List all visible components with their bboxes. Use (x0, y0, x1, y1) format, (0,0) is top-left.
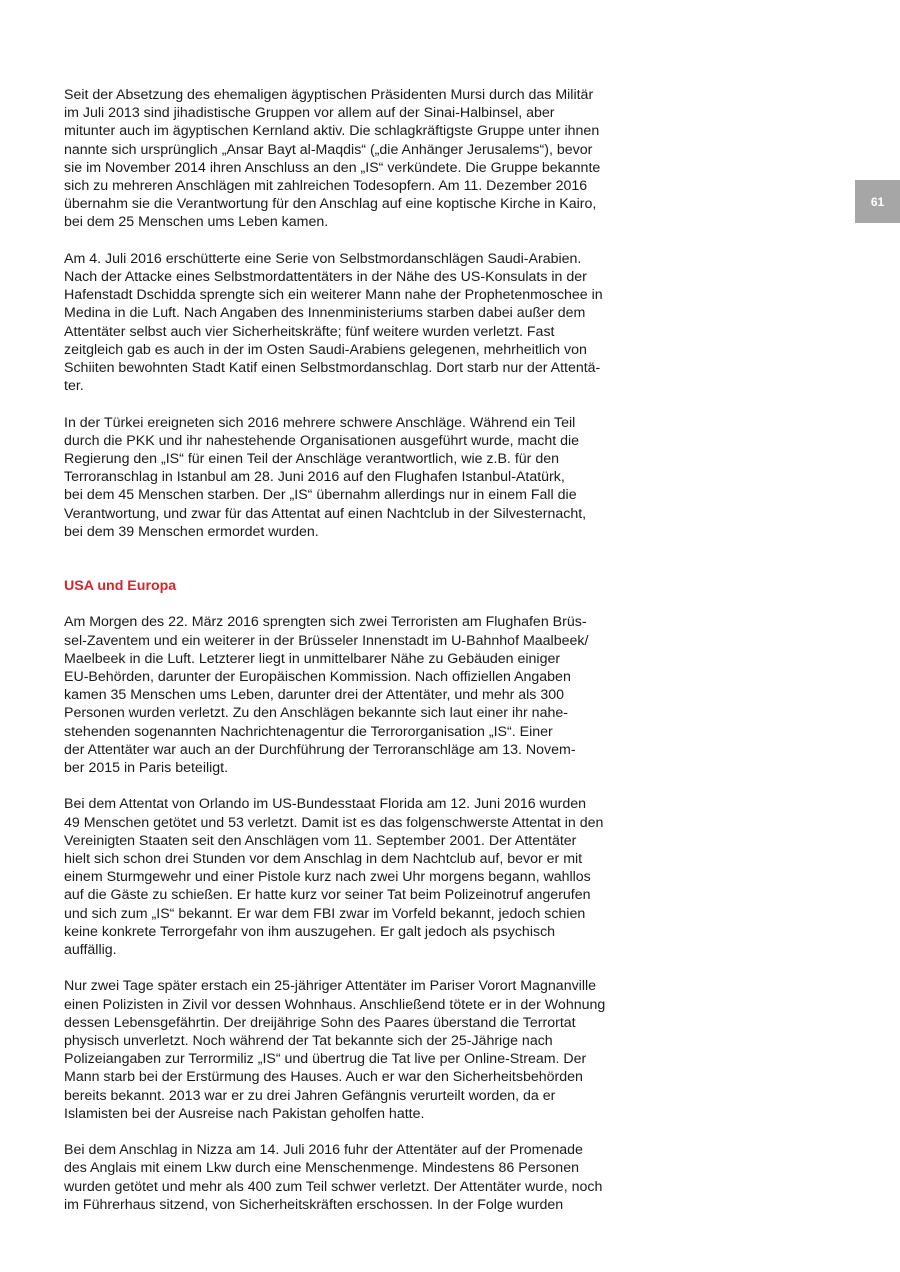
text-line: auffällig. (64, 942, 117, 959)
text-line: ter. (64, 378, 84, 395)
text-line: bei dem 25 Menschen ums Leben kamen. (64, 214, 329, 231)
text-line: Medina in die Luft. Nach Angaben des Innenministeriums starben dabei außer dem (64, 305, 586, 322)
text-line: einen Polizisten in Zivil vor dessen Wohnhaus. Anschließend tötete er in der Wohnung (64, 996, 606, 1013)
text-line: In der Türkei ereigneten sich 2016 mehrere schwere Anschläge. Während ein Teil (64, 414, 576, 431)
paragraph (64, 795, 624, 959)
text-line: Islamisten bei der Ausreise nach Pakistan geholfen hatte. (64, 1105, 425, 1122)
text-line: des Anglais mit einem Lkw durch eine Menschenmenge. Mindestens 86 Personen (64, 1160, 579, 1177)
text-line: sie im November 2014 ihren Anschluss an den „IS“ verkündete. Die Gruppe bekannte (64, 159, 601, 176)
text-line: Nur zwei Tage später erstach ein 25-jähriger Attentäter im Pariser Vorort Magnanville (64, 978, 597, 995)
text-line: Schiiten bewohnten Stadt Katif einen Selbstmordanschlag. Dort starb nur der Attentä- (64, 360, 601, 377)
text-line: Mann starb bei der Erstürmung des Hauses. Auch er war den Sicherheitsbehörden (64, 1069, 583, 1086)
text-line: bereits bekannt. 2013 war er zu drei Jahren Gefängnis verurteilt worden, da er (64, 1087, 556, 1104)
paragraph (64, 1141, 624, 1214)
text-line: Terroranschlag in Istanbul am 28. Juni 2016 auf den Flughafen Istanbul-Atatürk, (64, 469, 565, 486)
text-line: Regierung den „IS“ für einen Teil der Anschläge verantwortlich, wie z.B. für den (64, 451, 559, 468)
text-line: zeitgleich gab es auch in der im Osten Saudi-Arabiens gelegenen, mehrheitlich von (64, 341, 587, 358)
text-line: ber 2015 in Paris beteiligt. (64, 760, 229, 777)
text-line: kamen 35 Menschen ums Leben, darunter drei der Attentäter, und mehr als 300 (64, 687, 565, 704)
text-line: EU-Behörden, darunter der Europäischen Kommission. Nach offiziellen Angaben (64, 669, 571, 686)
text-line: Hafenstadt Dschidda sprengte sich ein weiterer Mann nahe der Prophetenmoschee in (64, 287, 603, 304)
paragraph (64, 613, 624, 777)
text-line: im Juli 2013 sind jihadistische Gruppen vor allem auf der Sinai-Halbinsel, aber (64, 105, 555, 122)
text-line: mitunter auch im ägyptischen Kernland aktiv. Die schlagkräftigste Gruppe unter ihnen (64, 123, 600, 140)
text-line: und sich zum „IS“ bekannt. Er war dem FBI zwar im Vorfeld bekannt, jedoch schien (64, 905, 586, 922)
text-line: sich zu mehreren Anschlägen mit zahlreichen Todesopfern. Am 11. Dezember 2016 (64, 178, 588, 195)
section-middle-east (64, 86, 624, 541)
text-line: bei dem 39 Menschen ermordet wurden. (64, 523, 319, 540)
text-line: 49 Menschen getötet und 53 verletzt. Damit ist es das folgenschwerste Attentat in den (64, 814, 604, 831)
page-number: 61 (870, 194, 885, 209)
text-line: Verantwortung, und zwar für das Attentat auf einen Nachtclub in der Silvesternacht, (64, 505, 587, 522)
text-line: Bei dem Anschlag in Nizza am 14. Juli 2016 fuhr der Attentäter auf der Promenade (64, 1142, 583, 1159)
text-line: nannte sich ursprünglich „Ansar Bayt al-Maqdis“ („die Anhänger Jerusalems“), bevor (64, 141, 593, 158)
text-line: übernahm sie die Verantwortung für den Anschlag auf eine koptische Kirche in Kairo, (64, 196, 597, 213)
text-line: Polizeiangaben zur Terrormiliz „IS“ und übertrug die Tat live per Online-Stream. Der (64, 1051, 587, 1068)
text-line: wurden getötet und mehr als 400 zum Teil schwer verletzt. Der Attentäter wurde, noch (64, 1178, 603, 1195)
text-line: Maelbeek in die Luft. Letzterer liegt in unmittelbarer Nähe zu Gebäuden einiger (64, 650, 561, 667)
text-line: Am 4. Juli 2016 erschütterte eine Serie von Selbstmordanschlägen Saudi-Arabien. (64, 250, 582, 267)
text-line: Personen wurden verletzt. Zu den Anschlägen bekannte sich laut einer ihr nahe- (64, 705, 568, 722)
text-line: physisch unverletzt. Noch während der Tat bekannte sich der 25-Jährige nach (64, 1033, 553, 1050)
page-number-tab (855, 180, 900, 223)
text-line: Am Morgen des 22. März 2016 sprengten sich zwei Terroristen am Flughafen Brüs- (64, 614, 587, 631)
text-line: Seit der Absetzung des ehemaligen ägyptischen Präsidenten Mursi durch das Militär (64, 87, 594, 103)
paragraph (64, 414, 624, 541)
text-line: Nach der Attacke eines Selbstmordattentäters in der Nähe des US-Konsulats in der (64, 269, 587, 286)
text-line: durch die PKK und ihr nahestehende Organisationen ausgeführt wurde, macht die (64, 432, 580, 449)
article-body (64, 86, 624, 1232)
paragraph (64, 86, 624, 232)
paragraph (64, 977, 624, 1123)
text-line: sel-Zaventem und ein weiterer in der Brüsseler Innenstadt im U-Bahnhof Maalbeek/ (64, 632, 589, 649)
text-line: Vereinigten Staaten seit den Anschlägen vom 11. September 2001. Der Attentäter (64, 832, 577, 849)
text-line: auf die Gäste zu schießen. Er hatte kurz vor seiner Tat beim Polizeinotruf angerufen (64, 887, 591, 904)
text-line: Bei dem Attentat von Orlando im US-Bundesstaat Florida am 12. Juni 2016 wurden (64, 796, 587, 813)
text-line: bei dem 45 Menschen starben. Der „IS“ übernahm allerdings nur in einem Fall die (64, 487, 577, 504)
section-heading: USA und Europa (64, 578, 177, 595)
text-line: dessen Lebensgefährtin. Der dreijährige Sohn des Paares überstand die Terrortat (64, 1014, 576, 1031)
text-line: hielt sich schon drei Stunden vor dem Anschlag in dem Nachtclub auf, bevor er mit (64, 851, 583, 868)
text-line: Attentäter selbst auch vier Sicherheitskräfte; fünf weitere wurden verletzt. Fast (64, 323, 555, 340)
text-line: im Führerhaus sitzend, von Sicherheitskräften erschossen. In der Folge wurden (64, 1196, 564, 1213)
section-usa-europe (64, 613, 624, 1214)
text-line: keine konkrete Terrorgefahr von ihm auszugehen. Er galt jedoch als psychisch (64, 923, 556, 940)
text-line: der Attentäter war auch an der Durchführung der Terroranschläge am 13. Novem- (64, 741, 576, 758)
paragraph (64, 250, 624, 396)
text-line: stehenden sogenannten Nachrichtenagentur die Terrororganisation „IS“. Einer (64, 723, 553, 740)
text-line: einem Sturmgewehr und einer Pistole kurz nach zwei Uhr morgens begann, wahllos (64, 869, 591, 886)
